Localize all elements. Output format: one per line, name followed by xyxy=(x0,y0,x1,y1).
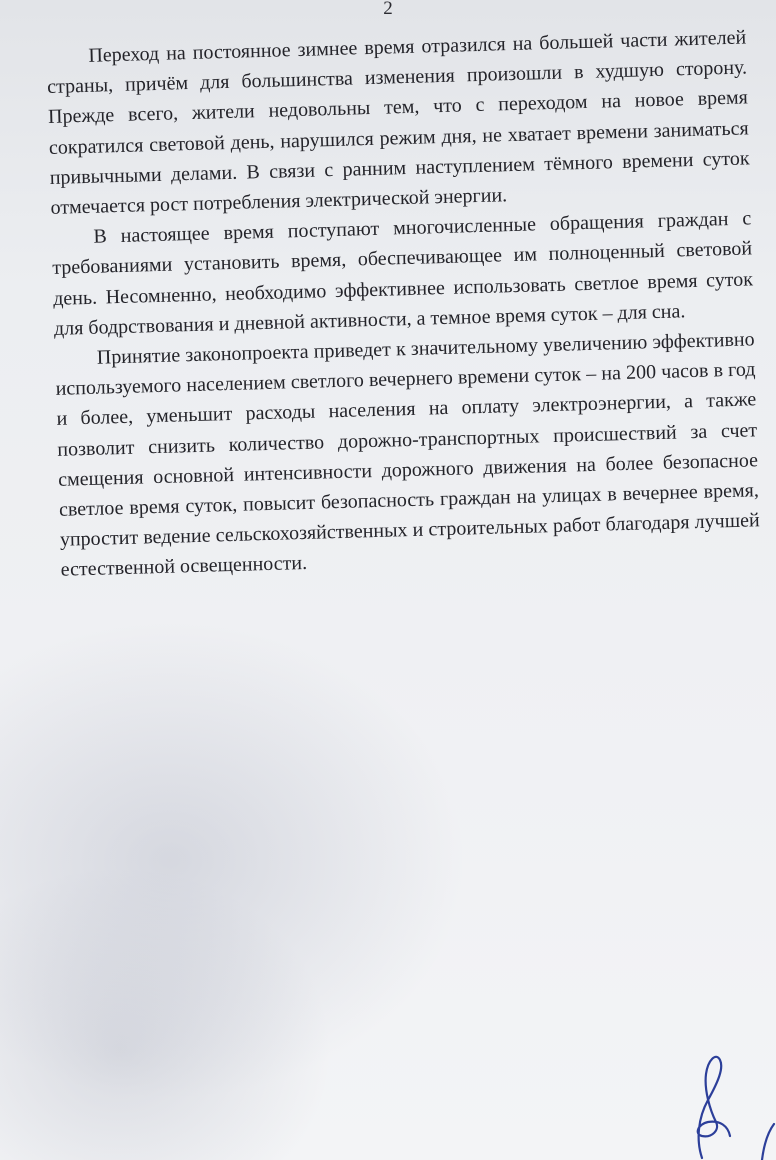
document-body xyxy=(46,22,761,585)
paragraph-bill-effects: Принятие законопроекта приведет к значительному увеличению эффективно используемого населением светлого вечернего времени суток – на 200 часов в год и более, уменьшит расходы населения на оплату электроэнергии, а также позволит снизить количество дорожно-транспортных происшествий за счет смещения основной интенсивности дорожного движения на более безопасное светлое время суток, повысит безопасность граждан на улицах в вечернее время, упростит ведение сельскохозяйственных и строительных работ благодаря лучшей естественной освещенности. xyxy=(55,328,760,582)
page-number: 2 xyxy=(383,0,393,19)
paragraph-winter-time: Переход на постоянное зимнее время отразился на большей части жителей страны, причём для большинства изменения произошли в худшую сторону. Прежде всего, жители недовольны тем, что с переходом на новое время сократился световой день, нарушился режим дня, не хватает времени заниматься привычными делами. В связи с ранним наступлением тёмного времени суток отмечается рост потребления электрической энергии. xyxy=(46,26,750,219)
signature-icon xyxy=(672,1040,776,1160)
paragraph-citizen-appeals: В настоящее время поступают многочисленные обращения граждан с требованиями установить время, обеспечивающее им полноценный световой день. Несомненно, необходимо эффективнее использовать светлое время суток для бодрствования и дневной активности, а темное время суток – для сна. xyxy=(52,207,754,340)
